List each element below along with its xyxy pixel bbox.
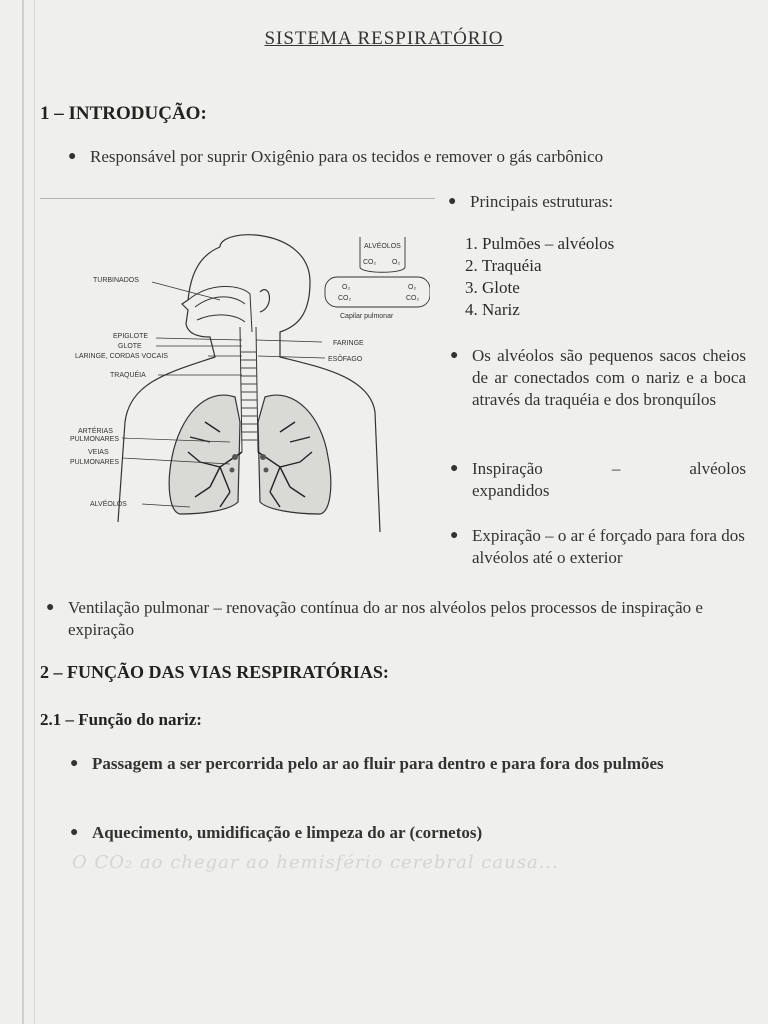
principais-label: Principais estruturas: xyxy=(470,192,614,211)
nariz-bullet-1-text: Passagem a ser percorrida pelo ar ao fluir para dentro e para fora dos pulmões xyxy=(92,754,664,773)
expiracao-text: forçado para fora dos alvéolos até o exterior xyxy=(472,526,745,567)
estruturas-list xyxy=(465,233,614,321)
inspiracao-bullet xyxy=(450,458,746,502)
alveolos-bullet xyxy=(450,345,746,411)
bullet-dot: ● xyxy=(68,149,77,164)
divider-line xyxy=(40,198,435,199)
section1-heading: 1 – INTRODUÇÃO: xyxy=(40,103,207,124)
bullet-dot: ● xyxy=(448,194,457,209)
inspiracao-def2: expandidos xyxy=(472,481,550,500)
section2-subheading: 2.1 – Função do nariz: xyxy=(40,710,202,729)
bullet-dot: ● xyxy=(450,348,459,363)
bullet-dot: ● xyxy=(450,461,459,476)
label-alveolos: ALVÉOLOS xyxy=(90,501,127,508)
ventilacao-text: Ventilação pulmonar – renovação contínua do ar nos alvéolos pelos processos de inspiração e expiração xyxy=(68,598,703,639)
label-esofago: ESÔFAGO xyxy=(328,356,363,363)
inspiracao-term: Inspiração xyxy=(472,459,543,478)
bullet-dot: ● xyxy=(70,825,79,840)
inset-o2-right: O₂ xyxy=(408,284,417,291)
alveolus-inset xyxy=(325,237,430,320)
principais-bullet xyxy=(448,191,614,213)
inset-co2-top: CO₂ xyxy=(363,259,377,266)
estrutura-item: 2. Traquéia xyxy=(465,256,542,275)
inspiracao-dash: – xyxy=(611,459,621,478)
inset-co2-right: CO₂ xyxy=(406,295,420,302)
label-faringe: FARINGE xyxy=(333,340,364,347)
bullet-dot: ● xyxy=(450,528,459,543)
bullet-dot: ● xyxy=(46,600,55,615)
label-epiglote: EPIGLOTE xyxy=(113,333,149,340)
ventilacao-bullet xyxy=(46,597,758,641)
body-outline xyxy=(118,235,380,532)
label-laringe: LARINGE, CORDAS VOCAIS xyxy=(75,353,168,360)
label-arterias-2: PULMONARES xyxy=(70,436,120,443)
inset-capilar-label: Capilar pulmonar xyxy=(340,313,394,320)
label-turbinados: TURBINADOS xyxy=(93,277,139,284)
nariz-bullet-1 xyxy=(70,753,748,775)
intro-bullet-text: Responsável por suprir Oxigênio para os tecidos e remover o gás carbônico xyxy=(90,147,604,166)
label-veias: VEIAS xyxy=(88,449,109,456)
estrutura-item: 3. Glote xyxy=(465,278,520,297)
trachea-rings xyxy=(241,352,257,440)
estrutura-item: 1. Pulmões – alvéolos xyxy=(465,234,615,253)
margin-line-inner xyxy=(34,0,35,1024)
expiracao-bullet xyxy=(450,525,746,569)
alveolos-text: Os alvéolos são pequenos sacos cheios de ar conectados com o nariz e a boca através da traquéia e dos bronquílos xyxy=(472,346,746,409)
nariz-bullet-2 xyxy=(70,822,748,844)
bullet-dot: ● xyxy=(70,756,79,771)
intro-bullet xyxy=(68,146,740,168)
margin-line xyxy=(22,0,24,1024)
left-lung xyxy=(169,395,240,514)
inset-co2-left: CO₂ xyxy=(338,295,352,302)
inset-o2-top: O₂ xyxy=(392,259,401,266)
right-lung xyxy=(258,395,331,514)
inset-alveolos-label: ALVÉOLOS xyxy=(364,243,401,250)
inset-o2-left: O₂ xyxy=(342,284,351,291)
lungs xyxy=(169,395,331,514)
nariz-bullet-2-text: Aquecimento, umidificação e limpeza do ar (cornetos) xyxy=(92,823,483,842)
label-traqueia: TRAQUÉIA xyxy=(110,372,146,379)
label-arterias: ARTÉRIAS xyxy=(78,428,113,435)
label-glote: GLOTE xyxy=(118,343,142,350)
inspiracao-def: alvéolos xyxy=(689,459,746,478)
page-title: SISTEMA RESPIRATÓRIO xyxy=(264,28,504,49)
label-veias-2: PULMONARES xyxy=(70,459,120,466)
estrutura-item: 4. Nariz xyxy=(465,300,520,319)
section2-heading: 2 – FUNÇÃO DAS VIAS RESPIRATÓRIAS: xyxy=(40,662,389,682)
capillary-shape xyxy=(325,277,430,307)
faded-handwriting: O CO₂ ao chegar ao hemisfério cerebral causa... xyxy=(72,852,559,873)
respiratory-diagram xyxy=(70,222,430,542)
expiracao-term: Expiração – o ar é xyxy=(472,526,596,545)
